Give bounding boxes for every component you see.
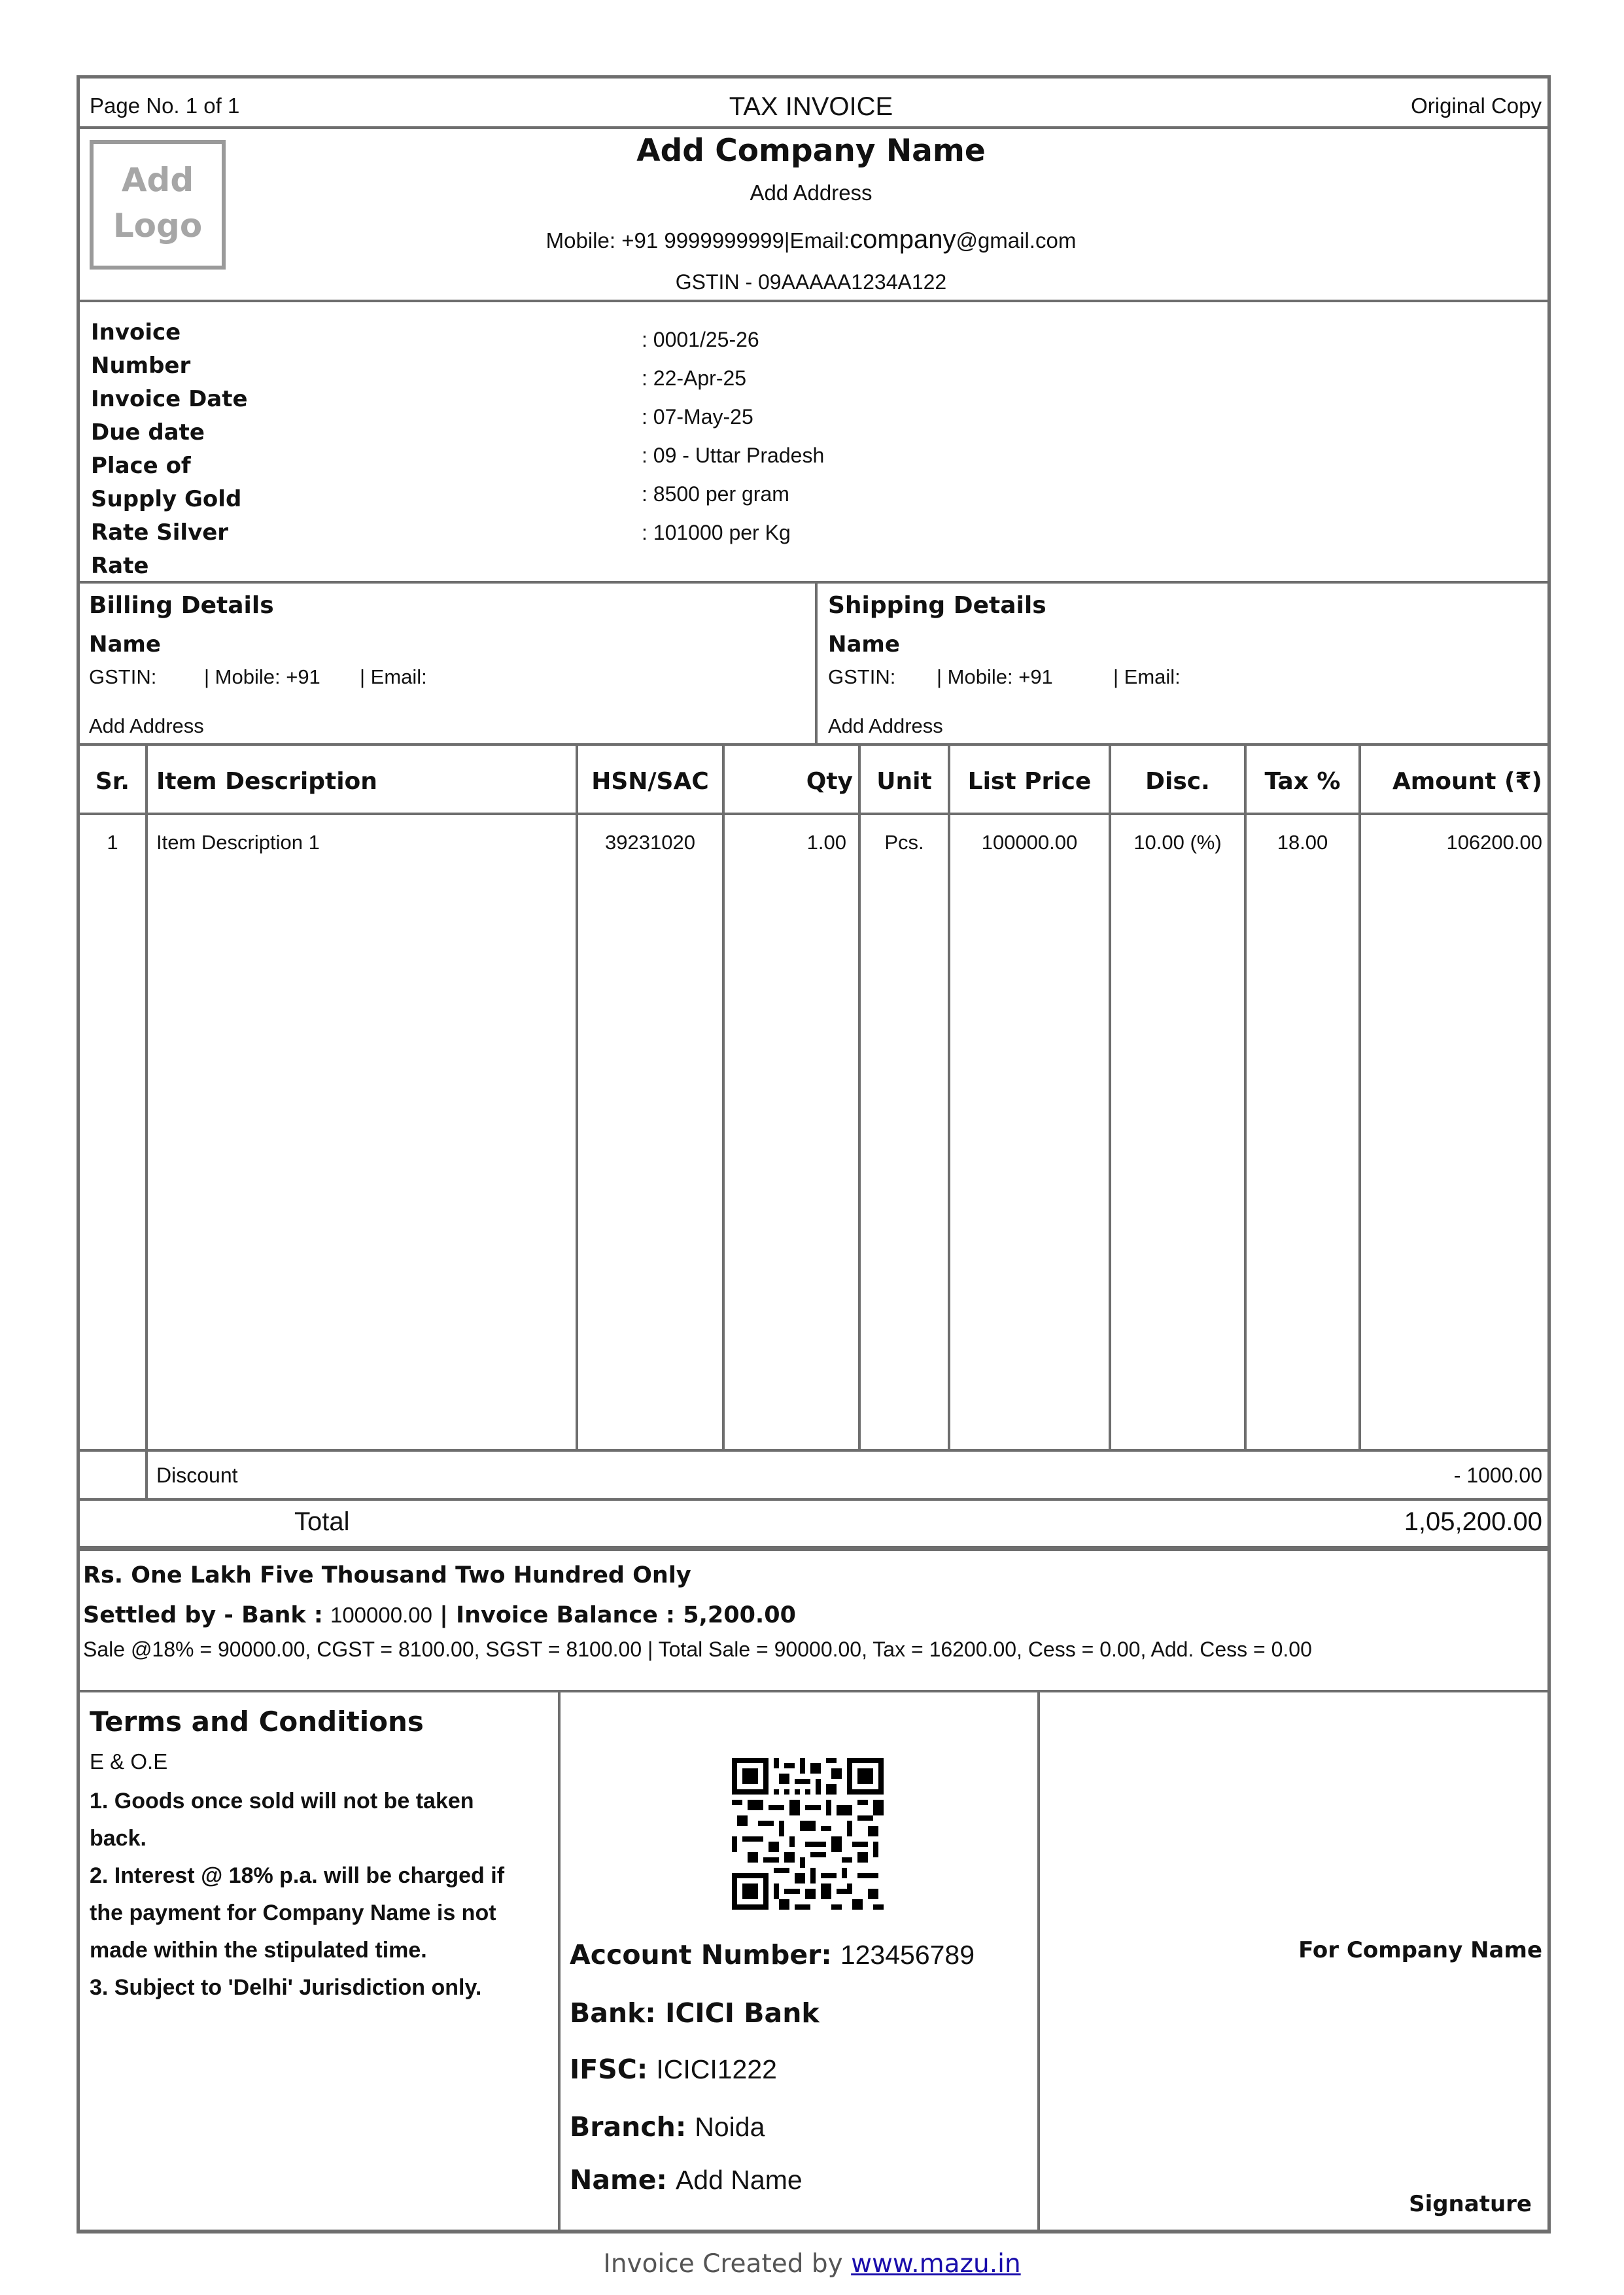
shipping-title: Shipping Details bbox=[828, 592, 1046, 619]
divider bbox=[815, 581, 818, 745]
value-due-date: : 07-May-25 bbox=[642, 405, 753, 429]
divider bbox=[77, 743, 1550, 746]
terms-eoe: E & O.E bbox=[90, 1749, 168, 1774]
name-label: Name: bbox=[570, 2164, 667, 2196]
invoice-balance: | Invoice Balance : 5,200.00 bbox=[440, 1602, 796, 1628]
branch-label: Branch: bbox=[570, 2111, 687, 2143]
label-rate-silver: Rate Silver bbox=[91, 519, 229, 546]
header-amount: Amount (₹) bbox=[1392, 768, 1542, 795]
header-list-price: List Price bbox=[967, 768, 1092, 795]
divider bbox=[77, 1449, 1550, 1452]
ifsc-value: ICICI1222 bbox=[656, 2054, 777, 2084]
divider bbox=[77, 126, 1550, 129]
settled-value: 100000.00 bbox=[330, 1603, 432, 1627]
label-due-date: Due date bbox=[91, 419, 205, 446]
divider bbox=[77, 813, 1550, 815]
terms-line: 1. Goods once sold will not be taken bbox=[90, 1789, 474, 1813]
account-number-line bbox=[570, 1939, 975, 1971]
copy-type: Original Copy bbox=[1411, 94, 1542, 118]
value-invoice-number: : 0001/25-26 bbox=[642, 328, 759, 351]
terms-line: 2. Interest @ 18% p.a. will be charged if bbox=[90, 1863, 505, 1888]
tax-breakup: Sale @18% = 90000.00, CGST = 8100.00, SGST = 8100.00 | Total Sale = 90000.00, Tax = 16200.00, Cess = 0.00, Add. Cess = 0.00 bbox=[83, 1638, 1312, 1661]
cell-sr: 1 bbox=[107, 831, 118, 854]
shipping-gstin: GSTIN: bbox=[828, 665, 896, 688]
cell-list-price: 100000.00 bbox=[981, 831, 1078, 854]
amount-in-words: Rs. One Lakh Five Thousand Two Hundred Only bbox=[83, 1562, 691, 1588]
value-gold-rate: : 8500 per gram bbox=[642, 482, 789, 506]
frame-bottom bbox=[77, 2230, 1551, 2234]
billing-email: | Email: bbox=[360, 665, 427, 688]
frame-top bbox=[77, 75, 1550, 79]
billing-mobile: | Mobile: +91 bbox=[204, 665, 320, 688]
account-value: 123456789 bbox=[840, 1940, 975, 1970]
company-address: Add Address bbox=[750, 181, 872, 205]
name-value: Add Name bbox=[675, 2165, 803, 2195]
col-line bbox=[145, 745, 148, 1499]
divider bbox=[558, 1690, 561, 2232]
header-unit: Unit bbox=[876, 768, 932, 795]
footer-link[interactable]: www.mazu.in bbox=[851, 2249, 1021, 2279]
invoice-info-values bbox=[642, 321, 824, 552]
billing-title: Billing Details bbox=[89, 592, 274, 619]
for-company-name: For Company Name bbox=[1298, 1937, 1542, 1963]
invoice-info-labels bbox=[91, 316, 248, 583]
terms-list bbox=[90, 1783, 504, 2006]
value-invoice-date: : 22-Apr-25 bbox=[642, 366, 747, 390]
logo-text-line1: Add bbox=[121, 161, 194, 199]
settlement-line bbox=[83, 1604, 796, 1627]
discount-value: - 1000.00 bbox=[1453, 1463, 1542, 1487]
terms-line: made within the stipulated time. bbox=[90, 1938, 427, 1963]
cell-tax: 18.00 bbox=[1277, 831, 1328, 854]
header-disc: Disc. bbox=[1145, 768, 1210, 795]
bank-line bbox=[570, 1997, 820, 2029]
terms-line: 3. Subject to 'Delhi' Jurisdiction only. bbox=[90, 1975, 482, 2000]
company-logo-placeholder[interactable] bbox=[90, 140, 226, 270]
company-gstin: GSTIN - 09AAAAA1234A122 bbox=[675, 270, 947, 294]
bank-label: Bank: bbox=[570, 1997, 656, 2029]
ifsc-line bbox=[570, 2056, 777, 2083]
label-invoice-date: Invoice Date bbox=[91, 386, 248, 412]
header-hsn-sac: HSN/SAC bbox=[591, 768, 709, 795]
cell-amount: 106200.00 bbox=[1446, 831, 1542, 854]
billing-address: Add Address bbox=[89, 714, 204, 737]
shipping-address: Add Address bbox=[828, 714, 943, 737]
header-qty: Qty bbox=[806, 768, 853, 795]
company-name: Add Company Name bbox=[636, 133, 986, 169]
contact-email-domain: @gmail.com bbox=[956, 228, 1077, 253]
signature-label: Signature bbox=[1409, 2191, 1532, 2217]
branch-line bbox=[570, 2111, 765, 2143]
total-value: 1,05,200.00 bbox=[1404, 1507, 1542, 1536]
contact-prefix: Mobile: +91 9999999999|Email: bbox=[545, 228, 850, 253]
document-title: TAX INVOICE bbox=[729, 92, 893, 121]
frame-left bbox=[77, 75, 80, 2233]
label-rate: Rate bbox=[91, 553, 149, 579]
divider bbox=[77, 1498, 1550, 1501]
cell-unit: Pcs. bbox=[884, 831, 924, 854]
label-place-of: Place of bbox=[91, 453, 191, 479]
billing-name: Name bbox=[89, 631, 161, 657]
value-silver-rate: : 101000 per Kg bbox=[642, 521, 791, 544]
value-place-of-supply: : 09 - Uttar Pradesh bbox=[642, 444, 825, 467]
label-invoice: Invoice bbox=[91, 319, 181, 345]
footer-created-by: Invoice Created by bbox=[603, 2249, 843, 2279]
branch-value: Noida bbox=[695, 2112, 765, 2142]
header-tax: Tax % bbox=[1264, 768, 1341, 795]
settled-label: Settled by - Bank : bbox=[83, 1602, 323, 1628]
divider bbox=[77, 300, 1550, 302]
divider bbox=[77, 1546, 1550, 1551]
shipping-name: Name bbox=[828, 631, 900, 657]
divider bbox=[1037, 1690, 1040, 2232]
page-number: Page No. 1 of 1 bbox=[90, 94, 240, 118]
frame-right bbox=[1547, 75, 1551, 2233]
cell-qty: 1.00 bbox=[806, 831, 846, 854]
account-label: Account Number: bbox=[570, 1939, 832, 1971]
label-number: Number bbox=[91, 353, 191, 379]
total-label: Total bbox=[294, 1507, 350, 1536]
shipping-mobile: | Mobile: +91 bbox=[937, 665, 1053, 688]
label-supply-gold: Supply Gold bbox=[91, 486, 242, 512]
header-sr: Sr. bbox=[95, 768, 130, 795]
contact-email-user: company bbox=[850, 225, 956, 254]
company-contact bbox=[458, 226, 1164, 253]
cell-disc: 10.00 (%) bbox=[1133, 831, 1222, 854]
discount-label: Discount bbox=[156, 1463, 238, 1487]
terms-line: the payment for Company Name is not bbox=[90, 1901, 496, 1925]
logo-text-line2: Logo bbox=[112, 207, 203, 245]
divider bbox=[77, 1690, 1550, 1692]
header-item-description: Item Description bbox=[156, 768, 377, 795]
terms-title: Terms and Conditions bbox=[90, 1706, 424, 1738]
payment-qr-code bbox=[732, 1758, 884, 1910]
billing-gstin: GSTIN: bbox=[89, 665, 157, 688]
account-name-line bbox=[570, 2164, 803, 2196]
cell-item-description: Item Description 1 bbox=[156, 831, 320, 854]
terms-line: back. bbox=[90, 1826, 147, 1851]
shipping-email: | Email: bbox=[1113, 665, 1181, 688]
footer-credit bbox=[458, 2251, 1166, 2277]
bank-value: ICICI Bank bbox=[665, 1997, 820, 2029]
ifsc-label: IFSC: bbox=[570, 2054, 648, 2085]
cell-hsn: 39231020 bbox=[605, 831, 695, 854]
divider bbox=[77, 581, 1550, 584]
